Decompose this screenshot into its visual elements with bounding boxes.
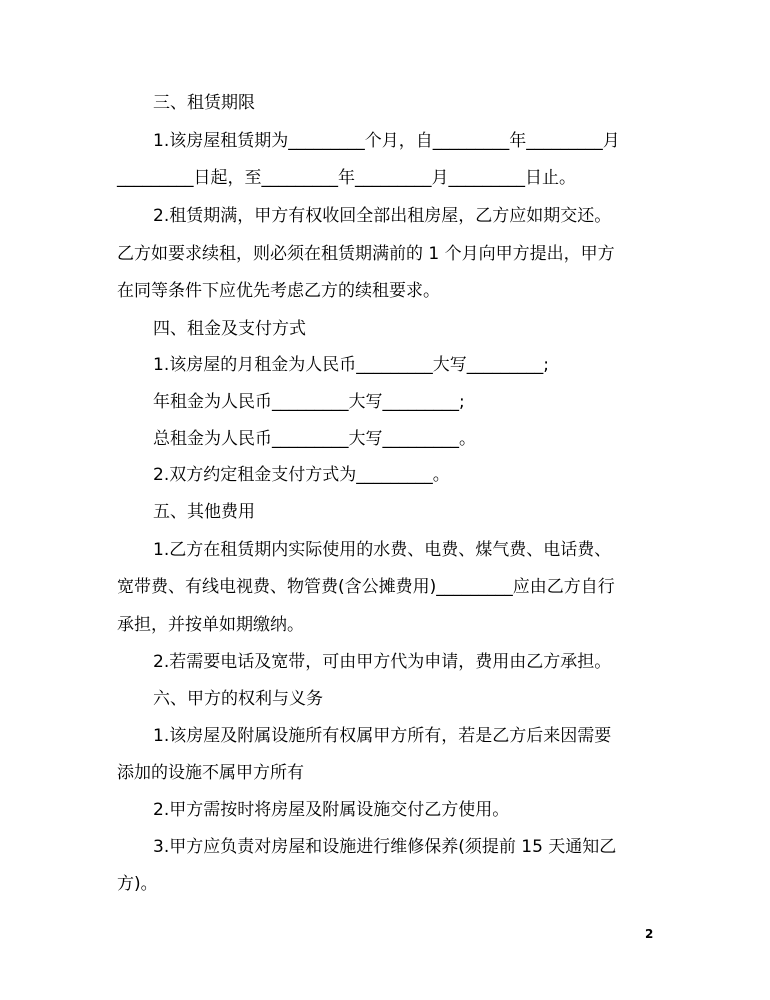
paragraph-line: 1.乙方在租赁期内实际使用的水费、电费、煤气费、电话费、 [153, 540, 612, 560]
paragraph-line: 2.租赁期满，甲方有权收回全部出租房屋，乙方应如期交还。 [153, 206, 612, 226]
paragraph-line: 宽带费、有线电视费、物管费(含公摊费用)_________应由乙方自行 [117, 577, 615, 597]
paragraph-line: 1.该房屋的月租金为人民币_________大写_________; [153, 355, 549, 375]
paragraph-line: 方)。 [117, 874, 158, 894]
paragraph-line: 1.该房屋租赁期为_________个月，自_________年_________月 [153, 131, 620, 151]
paragraph-line: 总租金为人民币_________大写_________。 [153, 429, 476, 449]
paragraph-line: 2.若需要电话及宽带，可由甲方代为申请，费用由乙方承担。 [153, 652, 612, 672]
paragraph-line: 1.该房屋及附属设施所有权属甲方所有，若是乙方后来因需要 [153, 726, 612, 746]
paragraph-line: 2.甲方需按时将房屋及附属设施交付乙方使用。 [153, 800, 510, 820]
section-heading-rent: 四、租金及支付方式 [153, 319, 306, 339]
paragraph-line: 添加的设施不属甲方所有 [117, 763, 304, 783]
paragraph-line: _________日起，至_________年_________月_________日止。 [117, 168, 576, 188]
paragraph-line: 乙方如要求续租，则必须在租赁期满前的 1 个月向甲方提出，甲方 [117, 244, 615, 264]
section-heading-lease-term: 三、租赁期限 [153, 93, 255, 113]
paragraph-line: 3.甲方应负责对房屋和设施进行维修保养(须提前 15 天通知乙 [153, 837, 617, 857]
paragraph-line: 承担，并按单如期缴纳。 [117, 615, 304, 635]
section-heading-other-fees: 五、其他费用 [153, 502, 255, 522]
page-number: 2 [645, 927, 654, 941]
section-heading-landlord-rights: 六、甲方的权利与义务 [153, 689, 323, 709]
paragraph-line: 在同等条件下应优先考虑乙方的续租要求。 [117, 281, 440, 301]
paragraph-line: 2.双方约定租金支付方式为_________。 [153, 465, 450, 485]
paragraph-line: 年租金为人民币_________大写_________; [153, 392, 465, 412]
